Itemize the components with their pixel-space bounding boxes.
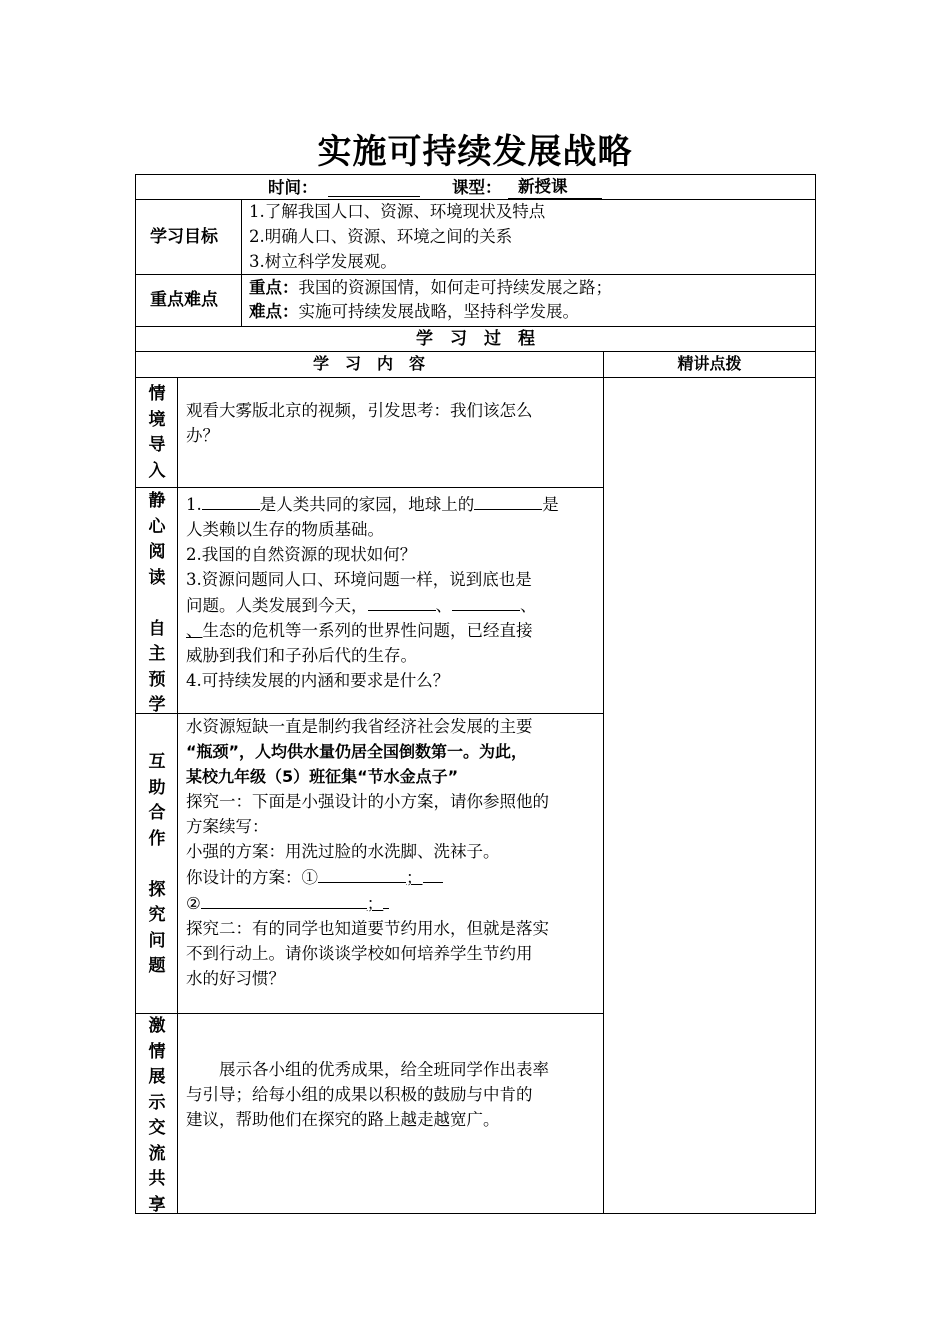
divider	[135, 487, 604, 488]
cooperate-text: 水资源短缺一直是制约我省经济社会发展的主要 “瓶颈”，人均供水量仍居全国倒数第一。为此， 某校九年级（5）班征集“节水金点子” 探究一：下面是小强设计的小方案，请你参照他的 方案续写： 小强的方案：用洗过脸的水洗脚、洗袜子。 你设计的方案：① ； ② ； 探究二：有的同学也知道要节约用水，但就是落实 不到行动上。请你谈谈学校如何培养学生节约用 水的好习惯？	[186, 717, 549, 988]
difficult-point	[249, 300, 579, 324]
question-3: 3.资源问题同人口、环境问题一样，说到底也是	[186, 570, 532, 589]
reading-label: 静 心 阅 读 自 主 预 学	[148, 491, 166, 715]
fill-blank[interactable]	[202, 491, 260, 510]
keypoints-label: 重点难点	[150, 290, 218, 310]
time-blank[interactable]	[328, 178, 420, 197]
question-1: 1. 是人类共同的家园，地球上的 是	[186, 491, 559, 517]
divider	[241, 199, 242, 326]
goal-item: 1.了解我国人口、资源、环境现状及特点	[249, 202, 546, 221]
tips-column-header: 精讲点拨	[677, 354, 742, 373]
process-title: 学 习 过 程	[416, 329, 535, 349]
fill-blank[interactable]	[318, 864, 406, 883]
divider	[177, 377, 178, 1214]
cooperate-label: 互 助 合 作 探 究 问 题	[148, 752, 166, 976]
time-label: 时间：	[268, 178, 318, 197]
share-label: 激 情 展 示 交 流 共 享	[148, 1016, 166, 1215]
content-column-header: 学 习 内 容	[312, 354, 425, 373]
intro-label: 情 境 导 入	[148, 384, 166, 481]
type-label: 课型：	[452, 178, 502, 197]
share-text: 展示各小组的优秀成果，给全班同学作出表率 与引导；给每小组的成果以积极的鼓励与中肯的 建议，帮助他们在探究的路上越走越宽广。	[186, 1060, 549, 1129]
key-point-text: 我国的资源国情，如何走可持续发展之路；	[298, 278, 612, 297]
intro-text: 观看大雾版北京的视频，引发思考：我们该怎么 办？	[186, 401, 533, 445]
question-2: 2.我国的自然资源的现状如何？	[186, 545, 417, 564]
goal-item: 3.树立科学发展观。	[249, 252, 397, 271]
type-value: 新授课	[508, 176, 602, 199]
divider	[135, 1013, 604, 1014]
goals-label: 学习目标	[150, 227, 218, 247]
fill-blank[interactable]	[452, 592, 520, 611]
fill-blank[interactable]	[201, 890, 367, 909]
question-4: 4.可持续发展的内涵和要求是什么？	[186, 671, 450, 690]
divider	[603, 351, 604, 1214]
key-point	[249, 276, 612, 300]
key-point-label: 重点：	[249, 278, 299, 297]
reading-questions: 1. 是人类共同的家园，地球上的 是 人类赖以生存的物质基础。 2.我国的自然资源的现状如何？ 3.资源问题同人口、环境问题一样，说到底也是 问题。人类发展到今天， 、 、 、生态的危机等一系列的世界性问题，已经直接 威胁到我们和子孙后代的生存。 4.可持续发展的内涵和要求是什么？	[186, 491, 559, 693]
page-title: 实施可持续发展战略	[317, 132, 633, 172]
goal-item: 2.明确人口、资源、环境之间的关系	[249, 227, 513, 246]
divider	[135, 274, 816, 275]
divider	[135, 377, 816, 378]
difficult-point-label: 难点：	[249, 302, 299, 321]
difficult-point-text: 实施可持续发展战略，坚持科学发展。	[298, 302, 579, 321]
fill-blank[interactable]	[368, 592, 436, 611]
fill-blank[interactable]	[474, 491, 542, 510]
